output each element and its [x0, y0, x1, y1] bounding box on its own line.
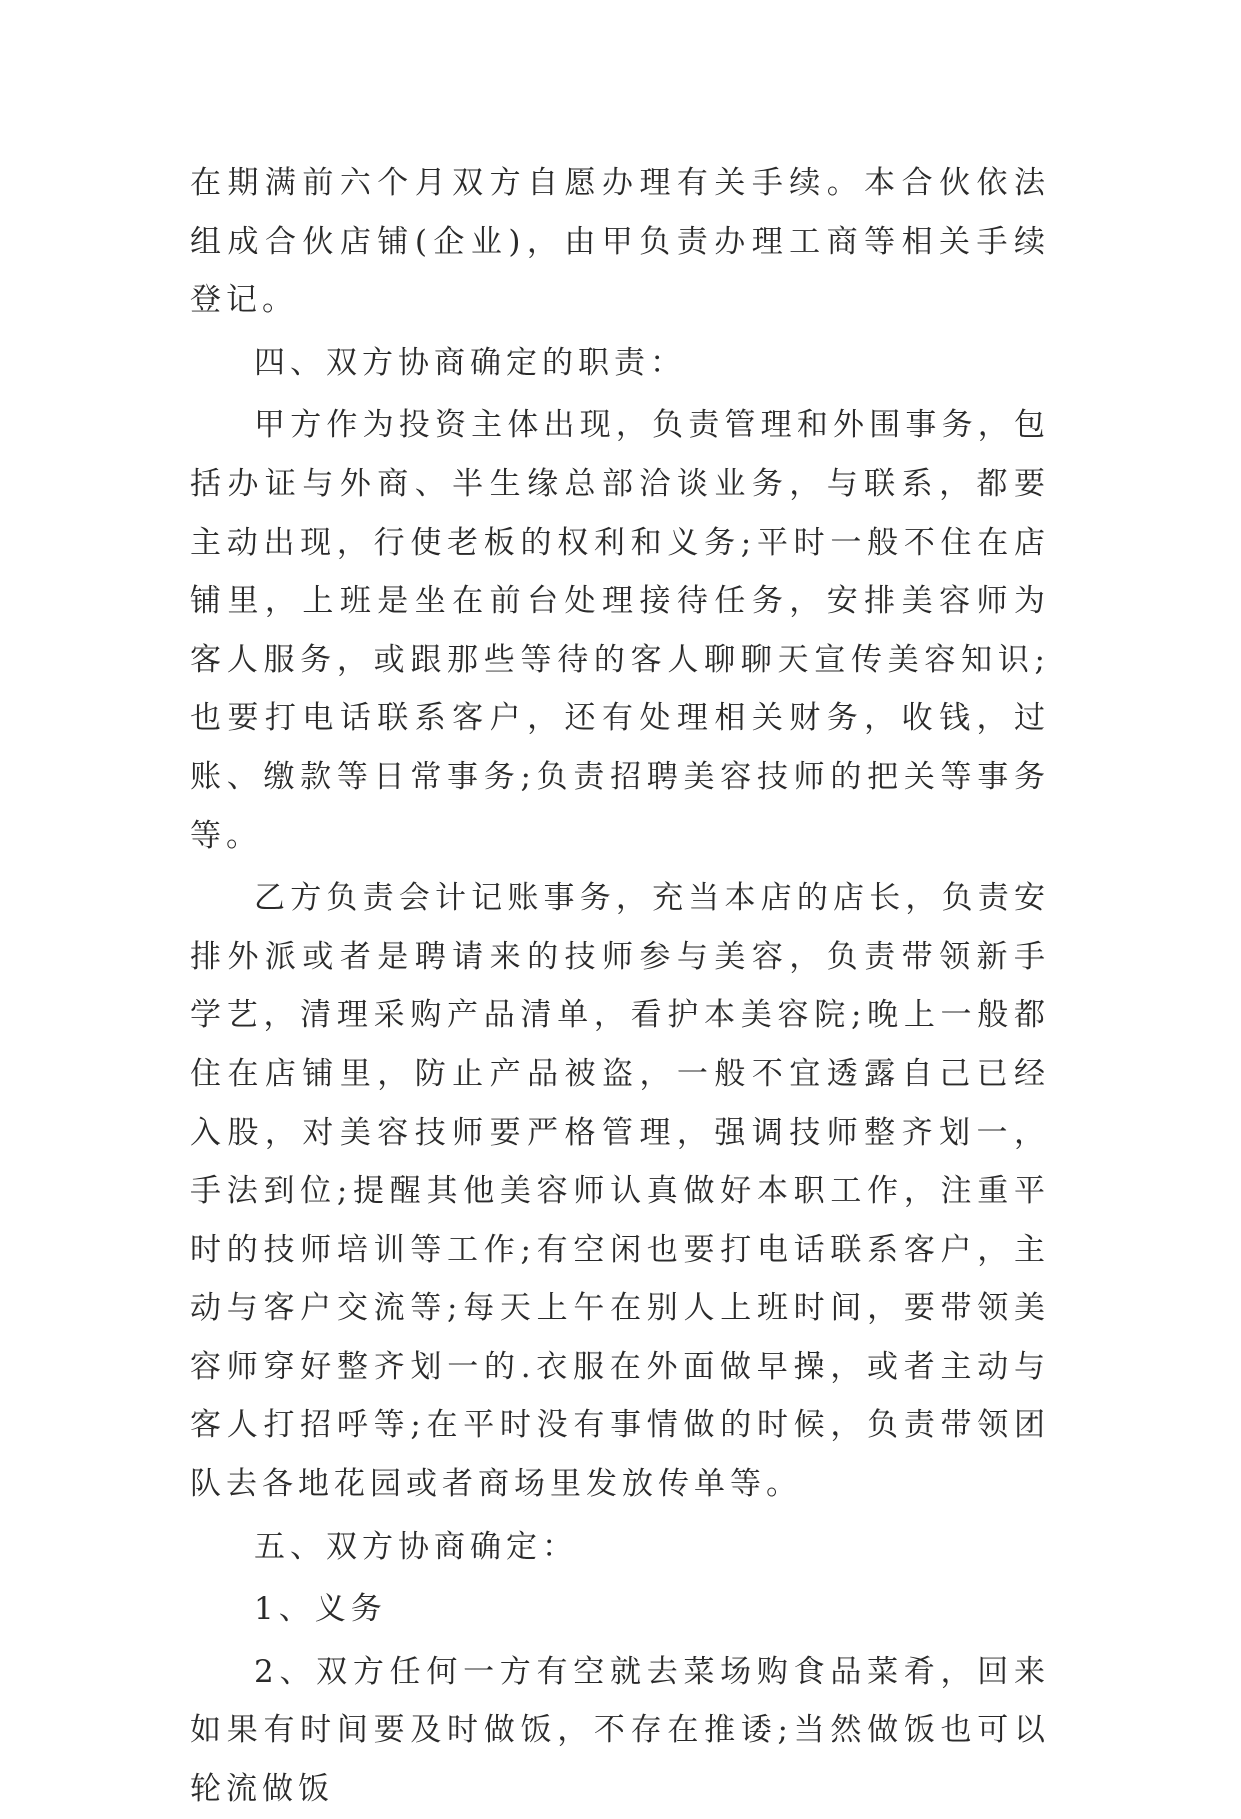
section-heading-agreement: 五、双方协商确定：	[254, 1528, 578, 1565]
list-item-obligations: 1、义务	[254, 1591, 387, 1628]
document-body	[190, 154, 1050, 1819]
paragraph-party-a-duties: 甲方作为投资主体出现，负责管理和外围事务，包括办证与外商、半生缘总部洽谈业务，与联系，都要主动出现，行使老板的权利和义务;平时一般不住在店铺里，上班是坐在前台处理接待任务，安排美容师为客人服务，或跟那些等待的客人聊聊天宣传美容知识;也要打电话联系客户，还有处理相关财务，收钱，过账、缴款等日常事务;负责招聘美容技师的把关等事务等。	[190, 407, 1050, 854]
paragraph-party-b-duties: 乙方负责会计记账事务，充当本店的店长，负责安排外派或者是聘请来的技师参与美容，负责带领新手学艺，清理采购产品清单，看护本美容院;晚上一般都住在店铺里，防止产品被盗，一般不宜透露自己已经入股，对美容技师要严格管理，强调技师整齐划一，手法到位;提醒其他美容师认真做好本职工作，注重平时的技师培训等工作;有空闲也要打电话联系客户，主动与客户交流等;每天上午在别人上班时间，要带领美容师穿好整齐划一的.衣服在外面做早操，或者主动与客人打招呼等;在平时没有事情做的时候，负责带领团队去各地花园或者商场里发放传单等。	[190, 880, 1050, 1503]
paragraph-continuation: 在期满前六个月双方自愿办理有关手续。本合伙依法组成合伙店铺(企业)，由甲负责办理工商等相关手续登记。	[190, 165, 1050, 319]
section-heading-duties: 四、双方协商确定的职责：	[254, 344, 686, 381]
list-item-cooking: 2、双方任何一方有空就去菜场购食品菜肴，回来如果有时间要及时做饭，不存在推诿;当然做饭也可以轮流做饭	[190, 1653, 1050, 1808]
